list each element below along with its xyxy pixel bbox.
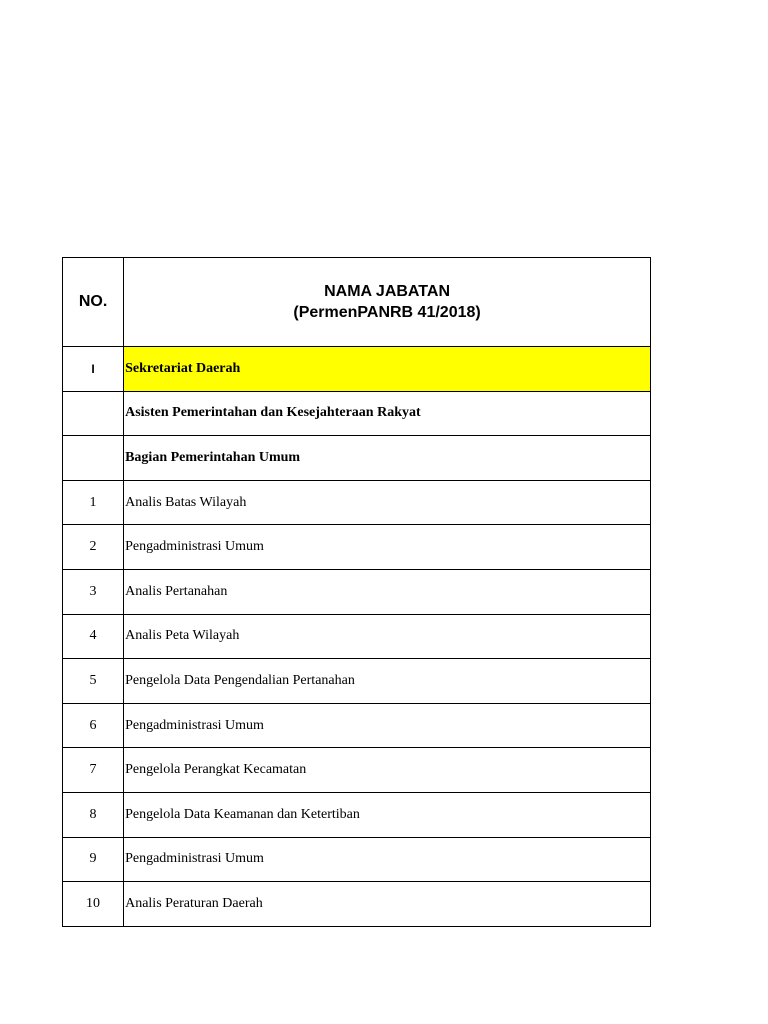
table-row: [63, 614, 651, 659]
header-name-line2: (PermenPANRB 41/2018): [293, 304, 481, 321]
header-no: NO.: [63, 258, 124, 347]
row-name: Analis Pertanahan: [124, 569, 651, 614]
row-name: Asisten Pemerintahan dan Kesejahteraan Rakyat: [124, 391, 651, 436]
table-row: [63, 480, 651, 525]
table-row: [63, 882, 651, 927]
row-no: 7: [63, 748, 124, 793]
row-no: 6: [63, 703, 124, 748]
row-no: 5: [63, 659, 124, 704]
table-row: [63, 792, 651, 837]
row-no: I: [63, 347, 124, 392]
row-no: 4: [63, 614, 124, 659]
table-row: [63, 837, 651, 882]
row-name: Pengadministrasi Umum: [124, 837, 651, 882]
table-row: [63, 569, 651, 614]
row-name: Pengelola Data Keamanan dan Ketertiban: [124, 792, 651, 837]
table-row: [63, 659, 651, 704]
header-name-line1: NAMA JABATAN: [324, 283, 450, 300]
row-no: 1: [63, 480, 124, 525]
row-no: [63, 391, 124, 436]
row-name: Pengadministrasi Umum: [124, 703, 651, 748]
row-name: Pengelola Data Pengendalian Pertanahan: [124, 659, 651, 704]
table-row: [63, 525, 651, 570]
row-no: 2: [63, 525, 124, 570]
row-name: Pengadministrasi Umum: [124, 525, 651, 570]
table-row: [63, 748, 651, 793]
row-no: 9: [63, 837, 124, 882]
row-name: Analis Peraturan Daerah: [124, 882, 651, 927]
row-no: 3: [63, 569, 124, 614]
header-nama-jabatan: [124, 258, 651, 347]
table-row: [63, 703, 651, 748]
row-name: Sekretariat Daerah: [124, 347, 651, 392]
row-name: Analis Batas Wilayah: [124, 480, 651, 525]
row-no: [63, 436, 124, 481]
table-row: [63, 391, 651, 436]
row-name: Pengelola Perangkat Kecamatan: [124, 748, 651, 793]
row-no: 8: [63, 792, 124, 837]
jabatan-table: [62, 257, 651, 927]
row-name: Analis Peta Wilayah: [124, 614, 651, 659]
row-no: 10: [63, 882, 124, 927]
table-header-row: [63, 258, 651, 347]
row-name: Bagian Pemerintahan Umum: [124, 436, 651, 481]
table-row: [63, 436, 651, 481]
table-row: [63, 347, 651, 392]
